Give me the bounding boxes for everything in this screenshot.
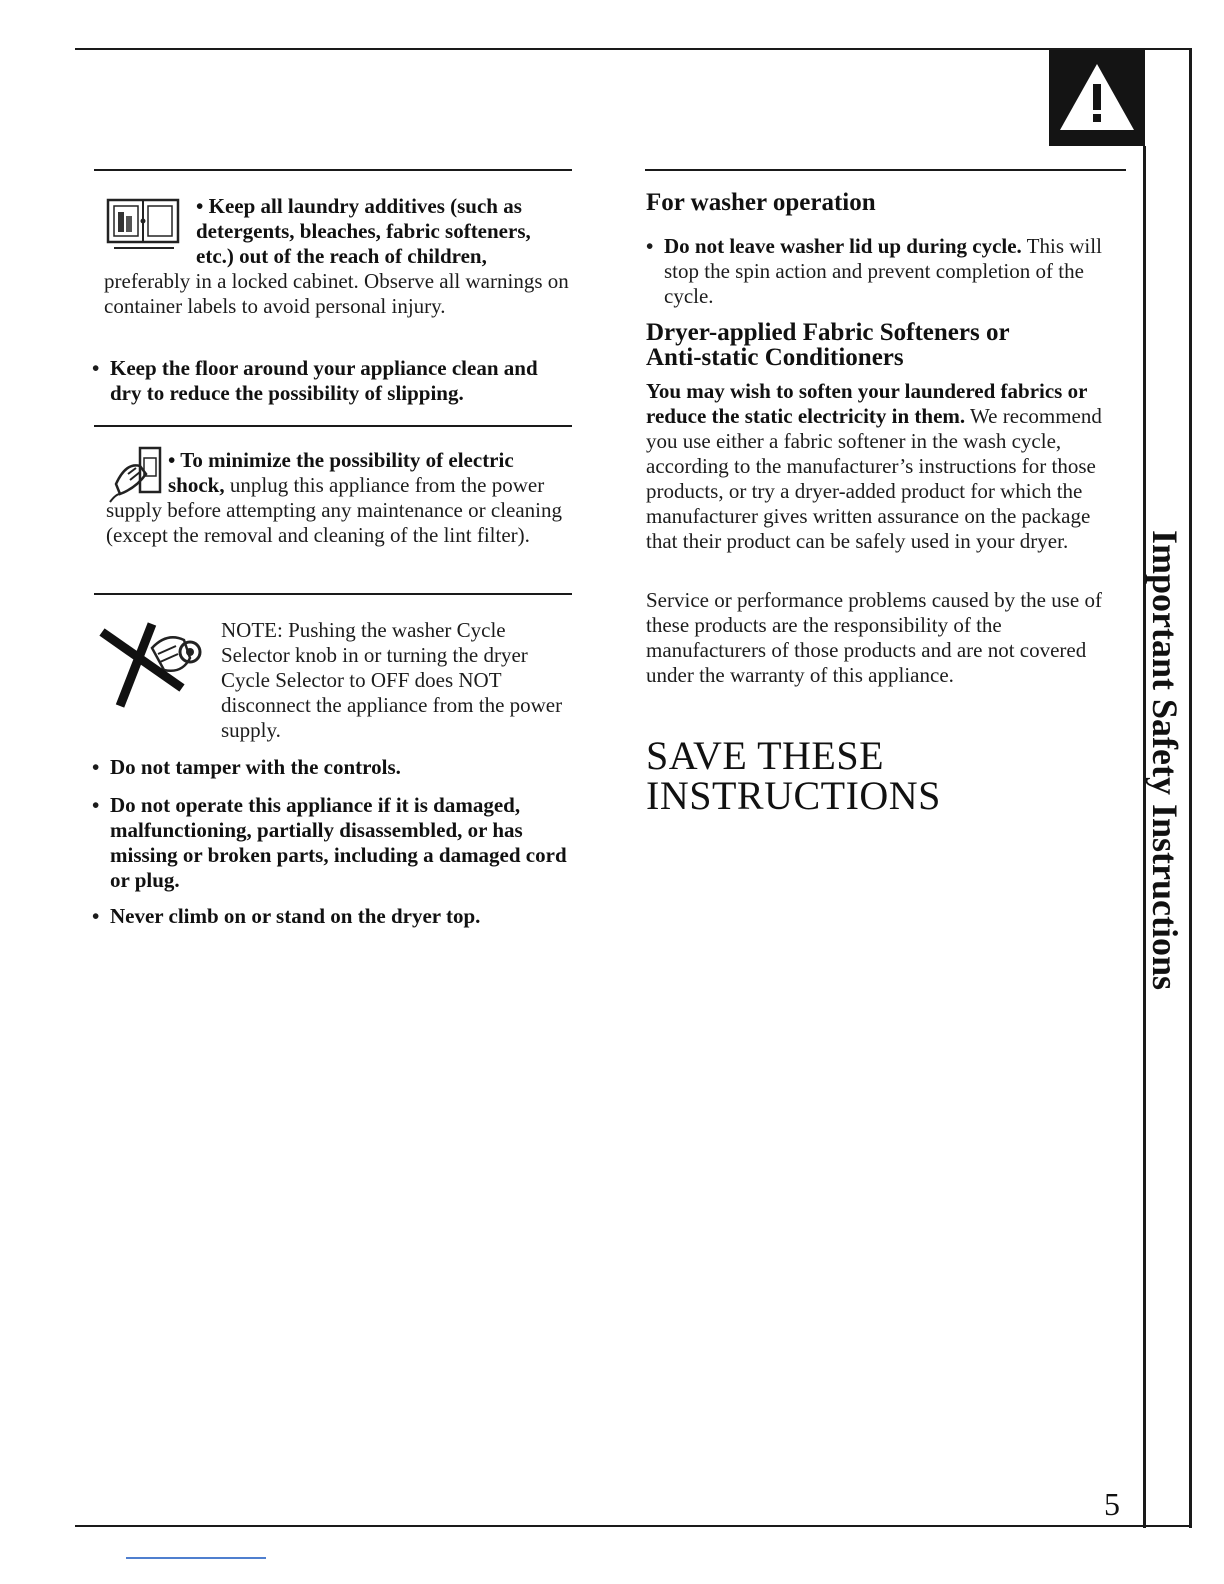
softener-heading-line-1: Dryer-applied Fabric Softeners or xyxy=(646,319,1010,346)
softener-paragraph xyxy=(646,379,1122,554)
note-block xyxy=(221,618,566,743)
floor-text: Keep the floor around your appliance clean and dry to reduce the possibility of slipping. xyxy=(110,356,538,405)
save-line-1: SAVE THESE xyxy=(646,733,885,778)
note-label: NOTE: xyxy=(221,618,283,642)
additives-rest: preferably in a locked cabinet. Observe all warnings on container labels to avoid personal injury. xyxy=(104,269,569,318)
service-text: Service or performance problems caused by the use of these products are the responsibility of the manufacturers of those products and are not covered under the warranty of this appliance. xyxy=(646,588,1102,687)
shock-text: • To minimize the possibility of electric shock, unplug this appliance from the power supply before attempting any maintenance or cleaning (except the removal and cleaning of the lint filter). xyxy=(106,448,563,547)
warning-triangle-icon xyxy=(1049,50,1145,146)
right-frame-rule xyxy=(1189,48,1192,1528)
additives-bold: Keep all laundry additives (such as detergents, bleaches, fabric softeners, etc.) out of the reach of children, xyxy=(196,194,531,268)
save-instructions xyxy=(646,733,1126,818)
left-rule-3 xyxy=(94,593,572,595)
shock-rest: unplug this appliance from the power supply before attempting any maintenance or cleaning (except the removal and cleaning of the lint filter). xyxy=(106,473,563,547)
washer-bold: Do not leave washer lid up during cycle. xyxy=(664,234,1022,258)
softener-rest: We recommend you use either a fabric softener in the wash cycle, according to the manufacturer’s instructions for those products, or try a dryer-added product for which the manufacturer gives written assurance on the package that their product can be safely used in your dryer. xyxy=(646,404,1102,553)
right-rule-1 xyxy=(645,169,1126,171)
climb-bullet xyxy=(92,904,572,929)
page-number: 5 xyxy=(1104,1486,1120,1522)
note-text: Pushing the washer Cycle Selector knob in or turning the dryer Cycle Selector to OFF does NOT disconnect the appliance from the power supply. xyxy=(221,618,563,742)
left-rule-2 xyxy=(94,425,572,427)
softener-bold: You may wish to soften your laundered fabrics or reduce the static electricity in them. xyxy=(646,379,1088,428)
tamper-text: Do not tamper with the controls. xyxy=(110,755,401,779)
washer-rest: This will stop the spin action and prevent completion of the cycle. xyxy=(664,234,1102,308)
top-rule xyxy=(75,48,1192,50)
side-title-text: Important Safety Instructions xyxy=(1145,529,1185,991)
softener-heading-line-2: Anti-static Conditioners xyxy=(646,344,904,371)
left-rule-1 xyxy=(94,169,572,171)
washer-heading: For washer operation xyxy=(646,189,876,216)
no-knob-icon xyxy=(92,618,208,710)
shock-bold: To minimize the possibility of electric shock, xyxy=(168,448,514,497)
tamper-bullet xyxy=(92,755,572,780)
bottom-rule xyxy=(75,1525,1192,1527)
save-line-2: INSTRUCTIONS xyxy=(646,773,941,818)
climb-text: Never climb on or stand on the dryer top. xyxy=(110,904,481,928)
service-paragraph xyxy=(646,588,1106,688)
washer-bullet xyxy=(646,234,1118,309)
damaged-text: Do not operate this appliance if it is damaged, malfunctioning, partially disassembled, or has missing or broken parts, including a damaged cord or plug. xyxy=(110,793,567,892)
additives-text: • Keep all laundry additives (such as detergents, bleaches, fabric softeners, etc.) out of the reach of children, preferably in a locked cabinet. Observe all warnings on container labels to avoid personal injury. xyxy=(104,194,569,318)
side-title xyxy=(1145,150,1185,1520)
bottom-link-underline xyxy=(126,1557,266,1559)
warning-box xyxy=(1049,50,1145,146)
softener-heading xyxy=(646,320,1126,370)
damaged-bullet xyxy=(92,793,572,893)
floor-bullet xyxy=(92,356,572,406)
